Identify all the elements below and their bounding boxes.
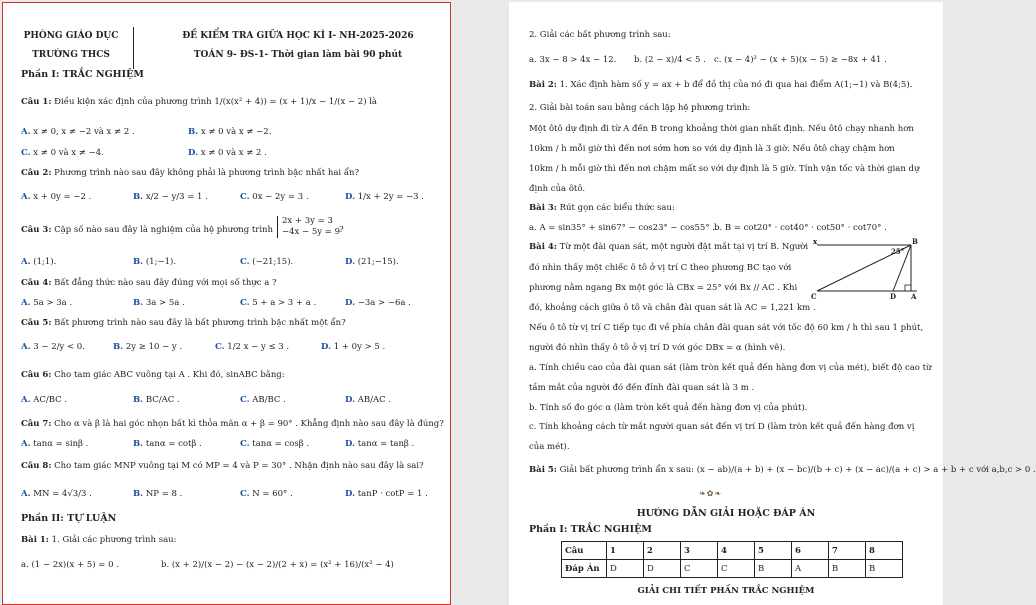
table-cell: 6 [792,542,829,560]
exercise-4a-line-1: a. Tính chiều cao của đài quan sát (làm tròn kết quả đến hàng đơn vị của mét), biết độ cao từ [529,363,932,373]
table-cell: 4 [718,542,755,560]
org-line2: TRƯỜNG THCS [32,50,110,60]
exam-title: ĐỀ KIỂM TRA GIỮA HỌC KÌ I- NH-2025-2026 [182,31,414,41]
answers-part1-heading: Phần I: TRẮC NGHIỆM [529,524,652,535]
school-header [15,27,127,65]
q5-option-b: B. 2y ≥ 10 − y . [113,342,183,352]
table-cell: 2 [644,542,681,560]
label-angle: 25° [891,247,905,256]
q7-option-d: D. tanα = tanβ . [345,439,415,449]
exam-page-right [509,2,1036,605]
q4-option-d: D. −3a > −6a . [345,298,411,308]
q8-option-a: A. MN = 4√3/3 . [21,489,92,499]
question-2: Câu 2: Phương trình nào sau đây không phải là phương trình bậc nhất hai ẩn? [21,168,360,178]
table-cell: B [829,560,866,578]
q6-option-a: A. AC/BC . [21,395,68,405]
table-cell: 8 [866,542,903,560]
exercise-3b: b. B = cot20° · cot40° · cot50° · cot70° . [714,223,887,233]
q3-equation-system: 2x + 3y = 3 −4x − 5y = 9 [277,216,340,238]
q8-option-d: D. tanP · cotP = 1 . [345,489,428,499]
q3-end-mark: ? [339,225,344,235]
q1-option-a: A. x ≠ 0, x ≠ −2 và x ≠ 2 . [21,127,135,137]
answers-title: HƯỚNG DẪN GIẢI HOẶC ĐÁP ÁN [636,508,816,519]
exercise-5: Bài 5: Giải bất phương trình ẩn x sau: (x − ab)/(a + b) + (x − bc)/(b + c) + (x − ac)/(a + c) > a + b + c với a,b,c > 0 . [529,465,1036,475]
q2-option-d: D. 1/x + 2y = −3 . [345,192,424,202]
q1-option-d: D. x ≠ 0 và x ≠ 2 . [188,148,267,158]
table-cell: A [792,560,829,578]
q2-option-a: A. x + 0y = −2 . [21,192,92,202]
exercise-2-text-1: Một ôtô dự định đi từ A đến B trong khoảng thời gian nhất định. Nếu ôtô chạy nhanh hơn [529,124,914,134]
question-4: Câu 4: Bất đẳng thức nào sau đây đúng với mọi số thực a ? [21,278,277,288]
exam-subtitle: TOÁN 9- ĐS-1- Thời gian làm bài 90 phút [193,50,403,60]
q4-option-c: C. 5 + a > 3 + a . [240,298,317,308]
exercise-4-line-3: phương nằm ngang Bx một góc là CBx = 25° với Bx // AC . Khi [529,283,798,293]
exercise-1-2a: a. 3x − 8 > 4x − 12. [529,55,617,65]
exercise-1-part2: 2. Giải các bất phương trình sau: [529,30,671,40]
q1-option-c: C. x ≠ 0 và x ≠ −4. [21,148,104,158]
exercise-2-2: 2. Giải bài toán sau bằng cách lập hệ phương trình: [529,103,751,113]
exercise-3a: a. A = sin35° + sin67° − cos23° − cos55° . [529,223,715,233]
table-cell: 7 [829,542,866,560]
label-c: C [811,292,817,301]
table-cell: D [607,560,644,578]
table-cell: B [755,560,792,578]
exercise-4b: b. Tính số đo góc α (làm tròn kết quả đến hàng đơn vị của phút). [529,403,808,413]
exam-page-left [2,2,451,605]
q8-option-b: B. NP = 8 . [133,489,183,499]
q3-option-a: A. (1;1). [21,257,57,267]
part2-heading: Phần II: TỰ LUẬN [21,513,117,524]
q2-option-b: B. x/2 − y/3 = 1 . [133,192,208,202]
exercise-2-1: Bài 2: 1. Xác định hàm số y = ax + b để đồ thị của nó đi qua hai điểm A(1;−1) và B(4;5). [529,80,913,90]
q3-option-d: D. (21;−15). [345,257,399,267]
table-cell: Đáp Án [562,560,607,578]
diagram-figure [811,239,923,301]
part1-heading: Phần I: TRẮC NGHIỆM [21,69,144,80]
table-cell: C [681,560,718,578]
q5-option-d: D. 1 + 0y > 5 . [321,342,386,352]
exercise-3: Bài 3: Rút gọn các biểu thức sau: [529,203,675,213]
org-line1: PHÒNG GIÁO DỤC [23,31,119,41]
q6-option-b: B. BC/AC . [133,395,180,405]
header-divider [133,27,134,69]
q7-option-c: C. tanα = cosβ . [240,439,310,449]
q6-option-d: D. AB/AC . [345,395,392,405]
q5-option-c: C. 1/2 x − y ≤ 3 . [215,342,290,352]
q7-option-a: A. tanα = sinβ . [21,439,89,449]
exercise-4-line-6: người đó nhìn thấy ô tô ở vị trí D với góc DBx = α (hình vẽ). [529,343,786,353]
detail-title: GIẢI CHI TIẾT PHẦN TRẮC NGHIỆM [637,586,815,596]
exercise-1: Bài 1: 1. Giải các phương trình sau: [21,535,177,545]
table-cell: 3 [681,542,718,560]
label-b: B [912,237,918,246]
table-cell: D [644,560,681,578]
exercise-1-2c: c. (x − 4)² − (x + 5)(x − 5) ≥ −8x + 41 . [714,55,887,65]
q1-option-b: B. x ≠ 0 và x ≠ −2. [188,127,272,137]
q7-option-b: B. tanα = cotβ . [133,439,202,449]
exercise-4-line-1: Bài 4: Từ một đài quan sát, một người đặt mắt tại vị trí B. Người [529,242,809,252]
table-cell: 1 [607,542,644,560]
question-3: Câu 3: Cặp số nào sau đây là nghiệm của hệ phương trình [21,225,274,235]
question-1: Câu 1: Điều kiện xác định của phương trình 1/(x(x² + 4)) = (x + 1)/x − 1/(x − 2) là [21,97,377,107]
answer-table [561,541,903,578]
q3-option-b: B. (1;−1). [133,257,176,267]
exercise-4c-line-1: c. Tính khoảng cách từ mắt người quan sát đến vị trí D (làm tròn kết quả đến hàng đơn vị [529,422,915,432]
q4-option-b: B. 3a > 5a . [133,298,185,308]
label-x: x [813,237,818,246]
question-7: Câu 7: Cho α và β là hai góc nhọn bất kì thỏa mãn α + β = 90° . Khẳng định nào sau đây là đúng? [21,419,444,429]
label-a: A [911,292,917,301]
table-cell: B [866,560,903,578]
exercise-4a-line-2: tầm mắt của người đó đến đỉnh đài quan sát là 3 m . [529,383,755,393]
exercise-4-line-2: đó nhìn thấy một chiếc ô tô ở vị trí C theo phương BC tạo với [529,263,792,273]
exercise-4-line-5: Nếu ô tô từ vị trí C tiếp tục đi về phía chân đài quan sát với tốc độ 60 km / h thì sau 1 phút, [529,323,924,333]
exercise-1b: b. (x + 2)/(x − 2) − (x − 2)/(2 + x) = (x² + 16)/(x² − 4) [161,560,394,570]
q3-option-c: C. (−21;15). [240,257,294,267]
answer-table-header-row [562,542,903,560]
exercise-1a: a. (1 − 2x)(x + 5) = 0 . [21,560,119,570]
observation-tower-diagram [811,239,923,301]
table-cell: 5 [755,542,792,560]
exercise-4-line-4: đó, khoảng cách giữa ô tô và chân đài quan sát là AC = 1,221 km . [529,303,816,313]
exercise-2-text-2: 10km / h mỗi giờ thì đến nơi sớm hơn so với dự định là 3 giờ. Nếu ôtô chạy chậm hơn [529,144,895,154]
exercise-1-2b: b. (2 − x)/4 < 5 . [634,55,706,65]
exercise-2-text-4: định của ôtô. [529,184,586,194]
exam-header [153,27,443,65]
q5-option-a: A. 3 − 2/y < 0. [21,342,85,352]
q2-option-c: C. 0x − 2y = 3 . [240,192,309,202]
exercise-4c-line-2: của mét). [529,442,570,452]
table-cell: C [718,560,755,578]
table-cell: Câu [562,542,607,560]
q8-option-c: C. N = 60° . [240,489,293,499]
question-5: Câu 5: Bất phương trình nào sau đây là bất phương trình bậc nhất một ẩn? [21,318,346,328]
q6-option-c: C. AB/BC . [240,395,286,405]
question-6: Câu 6: Cho tam giác ABC vuông tại A . Khi đó, sinABC bằng: [21,370,285,380]
ornament-divider: ❧✿❧ [699,489,723,498]
q4-option-a: A. 5a > 3a . [21,298,73,308]
question-8: Câu 8: Cho tam giác MNP vuông tại M có MP = 4 và P = 30° . Nhận định nào sau đây là sai? [21,461,424,471]
answer-table-row [562,560,903,578]
exercise-2-text-3: 10km / h mỗi giờ thì đến nơi chậm mất so với dự định là 5 giờ. Tính vận tốc và thời gian dự [529,164,920,174]
label-d: D [890,292,897,301]
